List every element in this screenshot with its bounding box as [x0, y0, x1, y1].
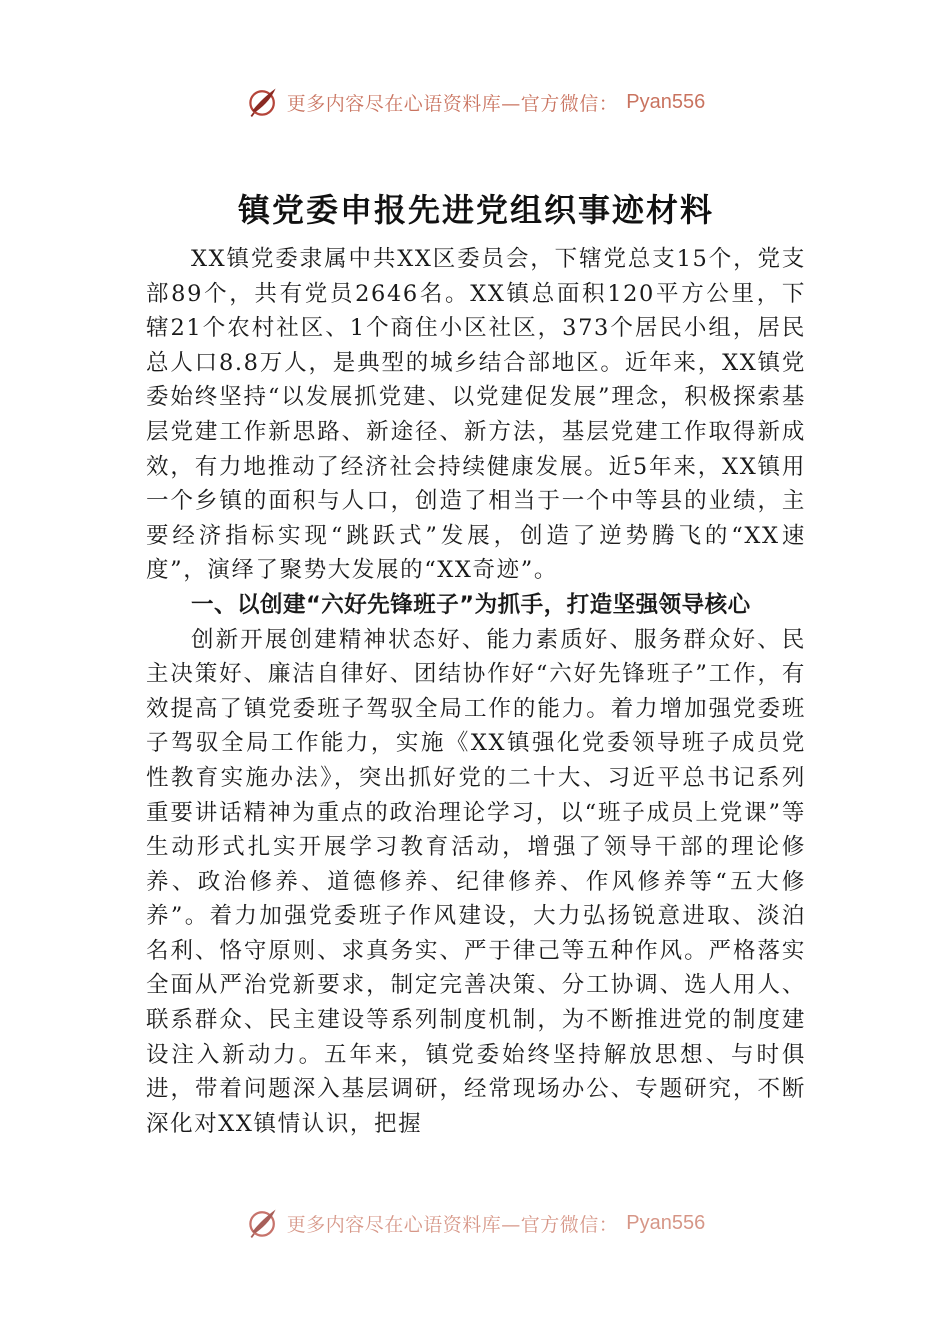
quill-logo-icon — [245, 84, 281, 120]
watermark-footer — [0, 1203, 950, 1243]
document-body — [146, 188, 806, 1141]
paragraph-section-1: 创新开展创建精神状态好、能力素质好、服务群众好、民主决策好、廉洁自律好、团结协作好“六好先锋班子”工作，有效提高了镇党委班子驾驭全局工作的能力。着力增加强党委班子驾驭全局工作能力，实施《XX镇强化党委领导班子成员党性教育实施办法》，突出抓好党的二十大、习近平总书记系列重要讲话精神为重点的政治理论学习，以“班子成员上党课”等生动形式扎实开展学习教育活动，增强了领导干部的理论修养、政治修养、道德修养、纪律修养、作风修养等“五大修养”。着力加强党委班子作风建设，大力弘扬锐意进取、淡泊名利、恪守原则、求真务实、严于律己等五种作风。严格落实全面从严治党新要求，制定完善决策、分工协调、选人用人、联系群众、民主建设等系列制度机制，为不断推进党的制度建设注入新动力。五年来，镇党委始终坚持解放思想、与时俱进，带着问题深入基层调研，经常现场办公、专题研究，不断深化对XX镇情认识，把握 — [146, 626, 806, 1137]
watermark-header — [0, 82, 950, 122]
quill-logo-icon — [245, 1205, 281, 1241]
watermark-text: 更多内容尽在心语资料库—官方微信： — [286, 1213, 619, 1236]
watermark-text: 更多内容尽在心语资料库—官方微信： — [286, 92, 619, 115]
watermark-wechat-id: Pyan556 — [626, 1211, 706, 1234]
paragraph-intro: XX镇党委隶属中共XX区委员会，下辖党总支15个，党支部89个，共有党员2646名。XX镇总面积120平方公里，下辖21个农村社区、1个商住小区社区，373个居民小组，居民总人口8.8万人，是典型的城乡结合部地区。近年来，XX镇党委始终坚持“以发展抓党建、以党建促发展”理念，积极探索基层党建工作新思路、新途径、新方法，基层党建工作取得新成效，有力地推动了经济社会持续健康发展。近5年来，XX镇用一个乡镇的面积与人口，创造了相当于一个中等县的业绩，主要经济指标实现“跳跃式”发展，创造了逆势腾飞的“XX速度”，演绎了聚势大发展的“XX奇迹”。 — [146, 246, 806, 584]
section-heading-1: 一、以创建“六好先锋班子”为抓手，打造坚强领导核心 — [191, 591, 751, 618]
watermark-wechat-id: Pyan556 — [626, 90, 706, 113]
document-title: 镇党委申报先进党组织事迹材料 — [237, 191, 714, 229]
